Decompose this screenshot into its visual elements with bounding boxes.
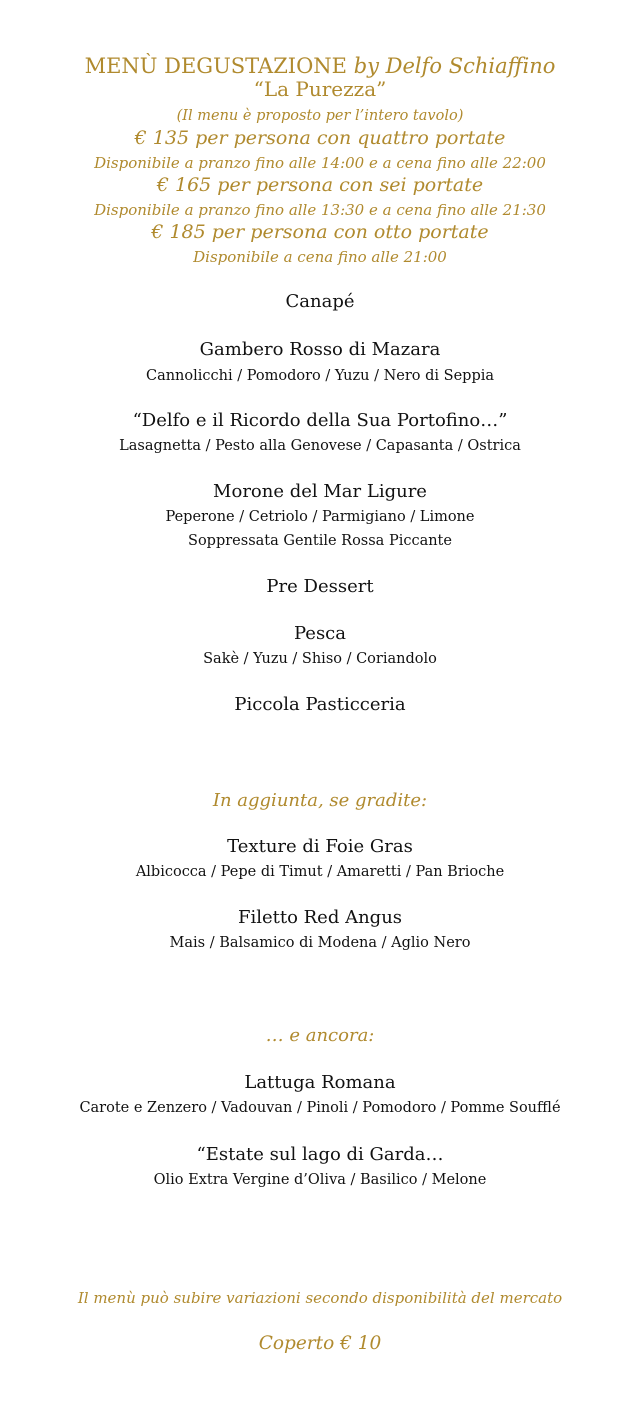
course-morone-name: Morone del Mar Ligure: [213, 481, 427, 502]
course-delfo-name: “Delfo e il Ricordo della Sua Portofino…”: [132, 410, 508, 431]
course-morone-desc-2: Soppressata Gentile Rossa Piccante: [188, 533, 452, 549]
course-pesca-name: Pesca: [293, 623, 346, 644]
ancora-estate-name: “Estate sul lago di Garda…: [196, 1144, 444, 1165]
course-morone-desc-1: Peperone / Cetriolo / Parmigiano / Limone: [165, 509, 475, 525]
availability-six-courses: Disponibile a pranzo fino alle 13:30 e a cena fino alle 21:30: [94, 201, 546, 219]
coperto-price: Coperto € 10: [258, 1333, 382, 1354]
course-piccola-pasticceria: Piccola Pasticceria: [234, 694, 406, 715]
ancora-lattuga-desc: Carote e Zenzero / Vadouvan / Pinoli / Pomodoro / Pomme Soufflé: [79, 1100, 561, 1116]
aggiunta-filetto-name: Filetto Red Angus: [237, 907, 403, 928]
course-pesca-desc: Sakè / Yuzu / Shiso / Coriandolo: [203, 651, 437, 667]
aggiunta-heading: In aggiunta, se gradite:: [212, 790, 428, 811]
availability-eight-courses: Disponibile a cena fino alle 21:00: [193, 248, 447, 266]
availability-four-courses: Disponibile a pranzo fino alle 14:00 e a cena fino alle 22:00: [94, 154, 546, 172]
ancora-lattuga-name: Lattuga Romana: [244, 1072, 396, 1093]
course-canape: Canapé: [285, 291, 355, 312]
price-six-courses: € 165 per persona con sei portate: [156, 174, 484, 196]
aggiunta-foie-desc: Albicocca / Pepe di Timut / Amaretti / Pan Brioche: [135, 864, 505, 880]
menu-title-main: MENÙ DEGUSTAZIONE: [84, 54, 354, 78]
aggiunta-filetto-desc: Mais / Balsamico di Modena / Aglio Nero: [169, 935, 471, 951]
price-four-courses: € 135 per persona con quattro portate: [134, 127, 506, 149]
aggiunta-foie-name: Texture di Foie Gras: [227, 836, 413, 857]
course-gambero-desc: Cannolicchi / Pomodoro / Yuzu / Nero di Seppia: [145, 368, 495, 384]
menu-title-chef: by Delfo Schiaffino: [353, 54, 556, 78]
course-delfo-desc: Lasagnetta / Pesto alla Genovese / Capasanta / Ostrica: [119, 438, 521, 454]
course-pre-dessert: Pre Dessert: [266, 576, 374, 597]
ancora-heading: … e ancora:: [265, 1025, 375, 1046]
ancora-estate-desc: Olio Extra Vergine d’Oliva / Basilico / Melone: [153, 1172, 487, 1188]
course-gambero-name: Gambero Rosso di Mazara: [199, 339, 441, 360]
footer-variation-note: Il menù può subire variazioni secondo disponibilità del mercato: [77, 1289, 563, 1307]
menu-note: (Il menu è proposto per l’intero tavolo): [176, 108, 464, 124]
menu-subtitle: “La Purezza”: [253, 77, 387, 101]
price-eight-courses: € 185 per persona con otto portate: [151, 221, 489, 243]
